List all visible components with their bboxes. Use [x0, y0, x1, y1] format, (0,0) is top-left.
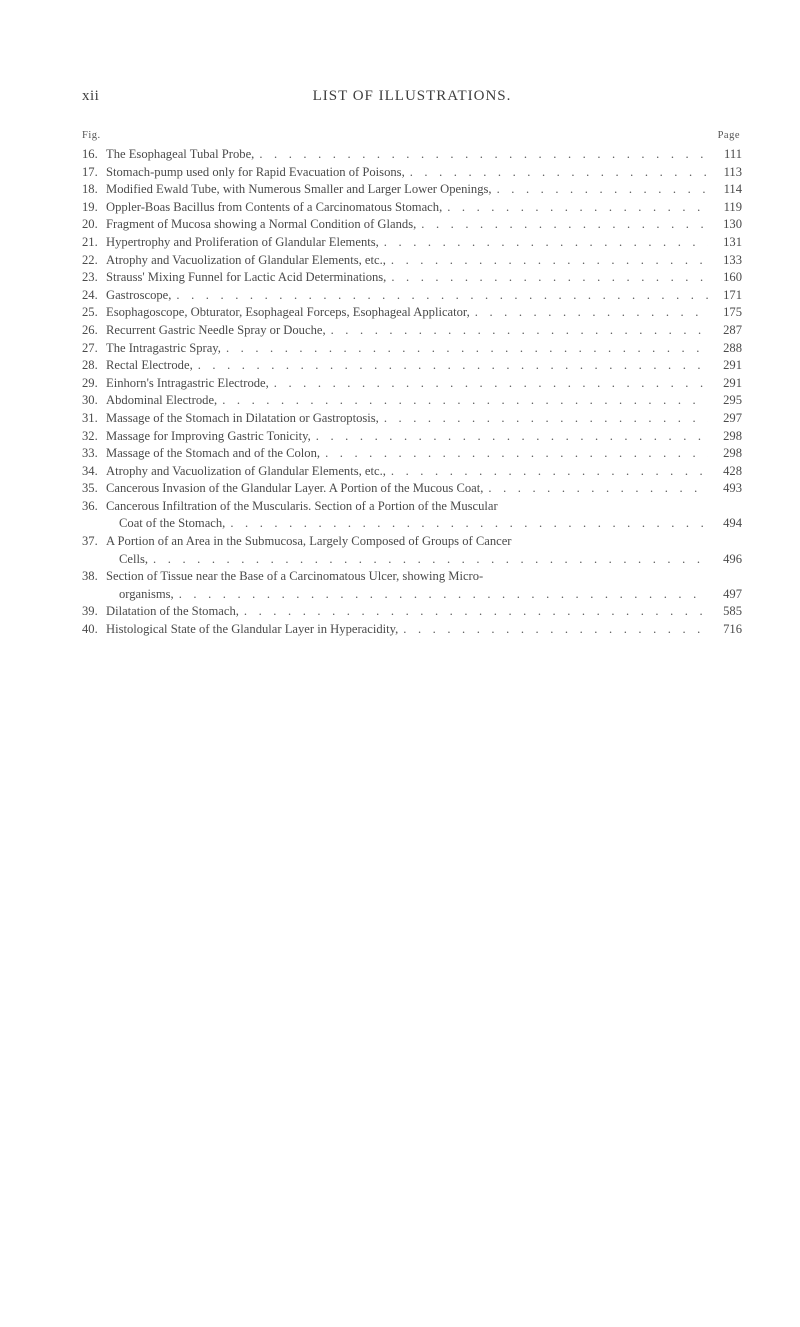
dot-leader [379, 234, 708, 252]
list-item [82, 340, 742, 358]
entry-body [106, 410, 708, 428]
list-item [82, 445, 742, 463]
figure-number: 21. [82, 234, 98, 249]
figure-number: 38. [82, 569, 98, 584]
figure-title: Dilatation of the Stomach, [106, 604, 239, 619]
page-number: 298 [723, 446, 742, 461]
list-item [82, 480, 742, 498]
figure-title: Massage of the Stomach and of the Colon, [106, 446, 321, 461]
list-item [82, 498, 742, 533]
dot-leader [416, 216, 708, 234]
dot-leader [442, 199, 708, 217]
entry-body [106, 322, 708, 340]
list-item [82, 199, 742, 217]
figure-number: 32. [82, 428, 98, 443]
dot-leader [386, 269, 708, 287]
figure-title: Massage for Improving Gastric Tonicity, [106, 428, 311, 443]
page-number: 291 [723, 375, 742, 390]
entry-body [106, 304, 708, 322]
figure-number: 31. [82, 410, 98, 425]
dot-leader [311, 428, 708, 446]
figure-number: 24. [82, 287, 98, 302]
list-item [82, 410, 742, 428]
figure-title: Abdominal Electrode, [106, 393, 218, 408]
figure-title: Gastroscope, [106, 287, 172, 302]
entry-body [106, 181, 708, 199]
page-number: 497 [723, 586, 742, 601]
dot-leader [398, 621, 708, 639]
figure-number: 39. [82, 604, 98, 619]
page-number: 287 [723, 322, 742, 337]
entry-body [106, 621, 708, 639]
page-number: 131 [723, 234, 742, 249]
entry-body [106, 463, 708, 481]
dot-leader [193, 357, 708, 375]
figure-title: Atrophy and Vacuolization of Glandular Elements, etc., [106, 252, 386, 267]
page-number: 171 [723, 287, 742, 302]
page-number: 428 [723, 463, 742, 478]
figure-number: 36. [82, 498, 98, 513]
figure-number: 29. [82, 375, 98, 390]
figure-title: Einhorn's Intragastric Electrode, [106, 375, 269, 390]
fig-column-heading: Fig. [82, 130, 101, 141]
figure-title: Histological State of the Glandular Layer in Hyperacidity, [106, 622, 399, 637]
page [82, 88, 742, 639]
dot-leader [254, 146, 708, 164]
dot-leader [386, 463, 708, 481]
list-item [82, 603, 742, 621]
list-item [82, 146, 742, 164]
figure-number: 16. [82, 147, 98, 161]
dot-leader [386, 252, 708, 270]
figure-number: 17. [82, 164, 98, 179]
list-item [82, 164, 742, 182]
figure-title: Cancerous Invasion of the Glandular Layer. A Portion of the Mucous Coat, [106, 481, 484, 496]
dot-leader [379, 410, 708, 428]
page-number: 175 [723, 305, 742, 320]
page-number: 114 [723, 182, 742, 197]
page-number: 298 [723, 428, 742, 443]
page-number: 496 [723, 551, 742, 566]
entry-body [106, 287, 708, 305]
list-item [82, 463, 742, 481]
figure-title-continuation: Cells, [119, 551, 149, 566]
page-number: 585 [723, 604, 742, 619]
list-item [82, 568, 742, 603]
list-item [82, 428, 742, 446]
illustration-list [82, 146, 742, 639]
figure-title: Recurrent Gastric Needle Spray or Douche, [106, 322, 326, 337]
figure-title: A Portion of an Area in the Submucosa, Largely Composed of Groups of Cancer [106, 534, 512, 549]
list-item [82, 216, 742, 234]
figure-number: 33. [82, 446, 98, 461]
dot-leader [405, 164, 708, 182]
figure-title: Oppler-Boas Bacillus from Contents of a Carcinomatous Stomach, [106, 199, 443, 214]
dot-leader [217, 392, 708, 410]
page-folio: xii [82, 88, 100, 104]
figure-number: 40. [82, 622, 98, 637]
figure-number: 18. [82, 182, 98, 197]
page-number: 111 [724, 147, 742, 161]
list-item [82, 269, 742, 287]
column-headings [82, 130, 742, 146]
entry-body [106, 234, 708, 252]
entry-body [106, 445, 708, 463]
figure-title-continuation: Coat of the Stomach, [119, 516, 226, 531]
page-number: 113 [723, 164, 742, 179]
figure-number: 28. [82, 358, 98, 373]
figure-title: Atrophy and Vacuolization of Glandular Elements, etc., [106, 463, 386, 478]
page-header [82, 88, 742, 112]
figure-title: Modified Ewald Tube, with Numerous Smaller and Larger Lower Openings, [106, 182, 492, 197]
figure-number: 25. [82, 305, 98, 320]
figure-title-continuation: organisms, [119, 586, 174, 601]
entry-body [106, 216, 708, 234]
figure-title: Stomach-pump used only for Rapid Evacuation of Poisons, [106, 164, 405, 179]
page-column-heading: Page [717, 130, 740, 141]
figure-title: Section of Tissue near the Base of a Carcinomatous Ulcer, showing Micro- [106, 569, 484, 584]
figure-title: Rectal Electrode, [106, 358, 193, 373]
entry-body [106, 392, 708, 410]
figure-title: Fragment of Mucosa showing a Normal Condition of Glands, [106, 217, 417, 232]
page-number: 494 [723, 516, 742, 531]
figure-title: Esophagoscope, Obturator, Esophageal Forceps, Esophageal Applicator, [106, 305, 470, 320]
dot-leader [269, 375, 708, 393]
dot-leader [492, 181, 708, 199]
figure-number: 35. [82, 481, 98, 496]
list-item [82, 357, 742, 375]
page-number: 160 [723, 270, 742, 285]
page-number: 291 [723, 358, 742, 373]
figure-number: 30. [82, 393, 98, 408]
page-number: 133 [723, 252, 742, 267]
entry-body [106, 252, 708, 270]
figure-number: 19. [82, 199, 98, 214]
figure-title: The Esophageal Tubal Probe, [106, 147, 255, 161]
figure-number: 27. [82, 340, 98, 355]
entry-body [106, 603, 708, 621]
figure-number: 22. [82, 252, 98, 267]
page-number: 295 [723, 393, 742, 408]
figure-number: 26. [82, 322, 98, 337]
figure-title: Hypertrophy and Proliferation of Glandular Elements, [106, 234, 379, 249]
list-item [82, 533, 742, 568]
entry-body [106, 357, 708, 375]
dot-leader [225, 515, 708, 533]
list-item [82, 287, 742, 305]
figure-title: The Intragastric Spray, [106, 340, 221, 355]
figure-number: 20. [82, 217, 98, 232]
dot-leader [483, 480, 708, 498]
list-item [82, 392, 742, 410]
entry-body [106, 340, 708, 358]
entry-body [106, 375, 708, 393]
dot-leader [320, 445, 708, 463]
page-number: 288 [723, 340, 742, 355]
figure-number: 23. [82, 270, 98, 285]
page-number: 130 [723, 217, 742, 232]
page-number: 716 [723, 622, 742, 637]
list-item [82, 375, 742, 393]
page-number: 297 [723, 410, 742, 425]
dot-leader [148, 551, 708, 569]
figure-number: 34. [82, 463, 98, 478]
figure-title: Strauss' Mixing Funnel for Lactic Acid Determinations, [106, 270, 387, 285]
list-item [82, 252, 742, 270]
entry-body [106, 428, 708, 446]
dot-leader [470, 304, 708, 322]
page-number: 119 [723, 199, 742, 214]
entry-body [106, 480, 708, 498]
entry-body [106, 146, 708, 164]
dot-leader [326, 322, 708, 340]
list-item [82, 621, 742, 639]
running-title: LIST OF ILLUSTRATIONS. [312, 88, 512, 104]
page-number: 493 [723, 481, 742, 496]
figure-title: Massage of the Stomach in Dilatation or Gastroptosis, [106, 410, 379, 425]
entry-body [106, 199, 708, 217]
entry-body [106, 164, 708, 182]
list-item [82, 304, 742, 322]
entry-body [106, 269, 708, 287]
figure-title: Cancerous Infiltration of the Muscularis. Section of a Portion of the Muscular [106, 498, 498, 513]
list-item [82, 234, 742, 252]
list-item [82, 181, 742, 199]
dot-leader [239, 603, 708, 621]
list-item [82, 322, 742, 340]
figure-number: 37. [82, 534, 98, 549]
dot-leader [221, 340, 708, 358]
dot-leader [171, 287, 708, 305]
dot-leader [174, 586, 708, 604]
